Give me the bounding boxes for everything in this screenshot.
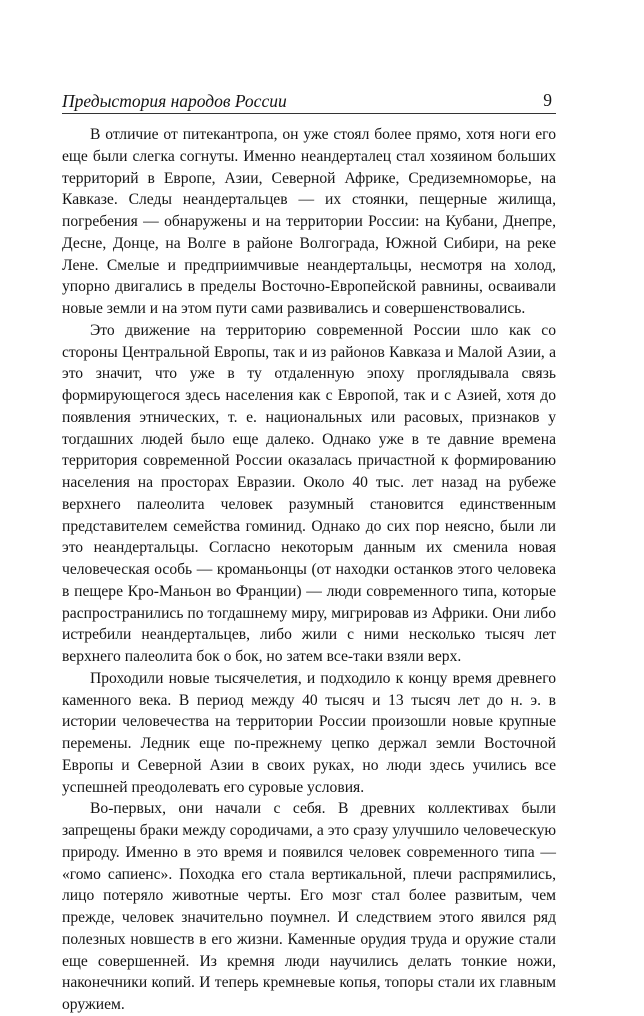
paragraph: Проходили новые тысячелетия, и подходило к концу время древнего каменного века. В период между 40 тысяч и 13 тысяч лет до н. э. в истории человечества на территории России произошли новые крупные перемены. Ледник еще по-прежнему цепко держал земли Восточной Европы и Северной Азии в своих руках, но люди здесь учились все успешней преодолевать его суровые условия.	[62, 669, 556, 796]
body-text	[62, 124, 556, 1016]
running-header	[62, 91, 556, 114]
running-title: Предыстория народов России	[62, 91, 287, 111]
paragraph: Во-первых, они начали с себя. В древних коллективах были запрещены браки между сородичами, а это сразу улучшило человеческую природу. Именно в это время и появился человек современного типа — «гомо сапиенс». Походка его стала вертикальной, плечи распрямились, лицо потеряло животные черты. Его мозг стал более развитым, чем прежде, человек значительно поумнел. И следствием этого явился ряд полезных новшеств в его жизни. Каменные орудия труда и оружие стали еще совершенней. Из кремня люди научились делать тонкие ножи, наконечники копий. И теперь кремневые копья, топоры стали их главным оружием.	[62, 800, 556, 1013]
page-number: 9	[543, 90, 552, 110]
paragraph: В отличие от питекантропа, он уже стоял более прямо, хотя ноги его еще были слегка согнуты. Именно неандерталец стал хозяином больших территорий в Европе, Азии, Северной Африке, Средиземноморье, на Кавказе. Следы неандертальцев — их стоянки, пещерные жилища, погребения — обнаружены и на территории России: на Кубани, Днепре, Десне, Донце, на Волге в районе Волгограда, Южной Сибири, на реке Лене. Смелые и предприимчивые неандертальцы, несмотря на холод, упорно двигались в пределы Восточно-Европейской равнины, осваивали новые земли и на этом пути сами развивались и совершенствовались.	[62, 126, 556, 317]
paragraph: Это движение на территорию современной России шло как со стороны Центральной Европы, так и из районов Кавказа и Малой Азии, а это значит, что уже в ту отдаленную эпоху проглядывала связь формирующегося здесь населения как с Европой, так и с Азией, хотя до появления этнических, т. е. национальных или расовых, признаков у тогдашних людей было еще далеко. Однако уже в те давние времена территория современной России оказалась причастной к формированию населения на просторах Евразии. Около 40 тыс. лет назад на рубеже верхнего палеолита человек разумный становится единственным представителем семейства гоминид. Однако до сих пор неясно, были ли это неандертальцы. Согласно некоторым данным их сменила новая человеческая особь — кроманьонцы (от находки останков этого человека в пещере Кро-Маньон во Франции) — люди современного типа, которые распространились по тогдашнему миру, мигрировав из Африки. Они либо истребили неандертальцев, либо жили с ними несколько тысяч лет верхнего палеолита бок о бок, но затем все-таки взяли верх.	[62, 321, 556, 665]
